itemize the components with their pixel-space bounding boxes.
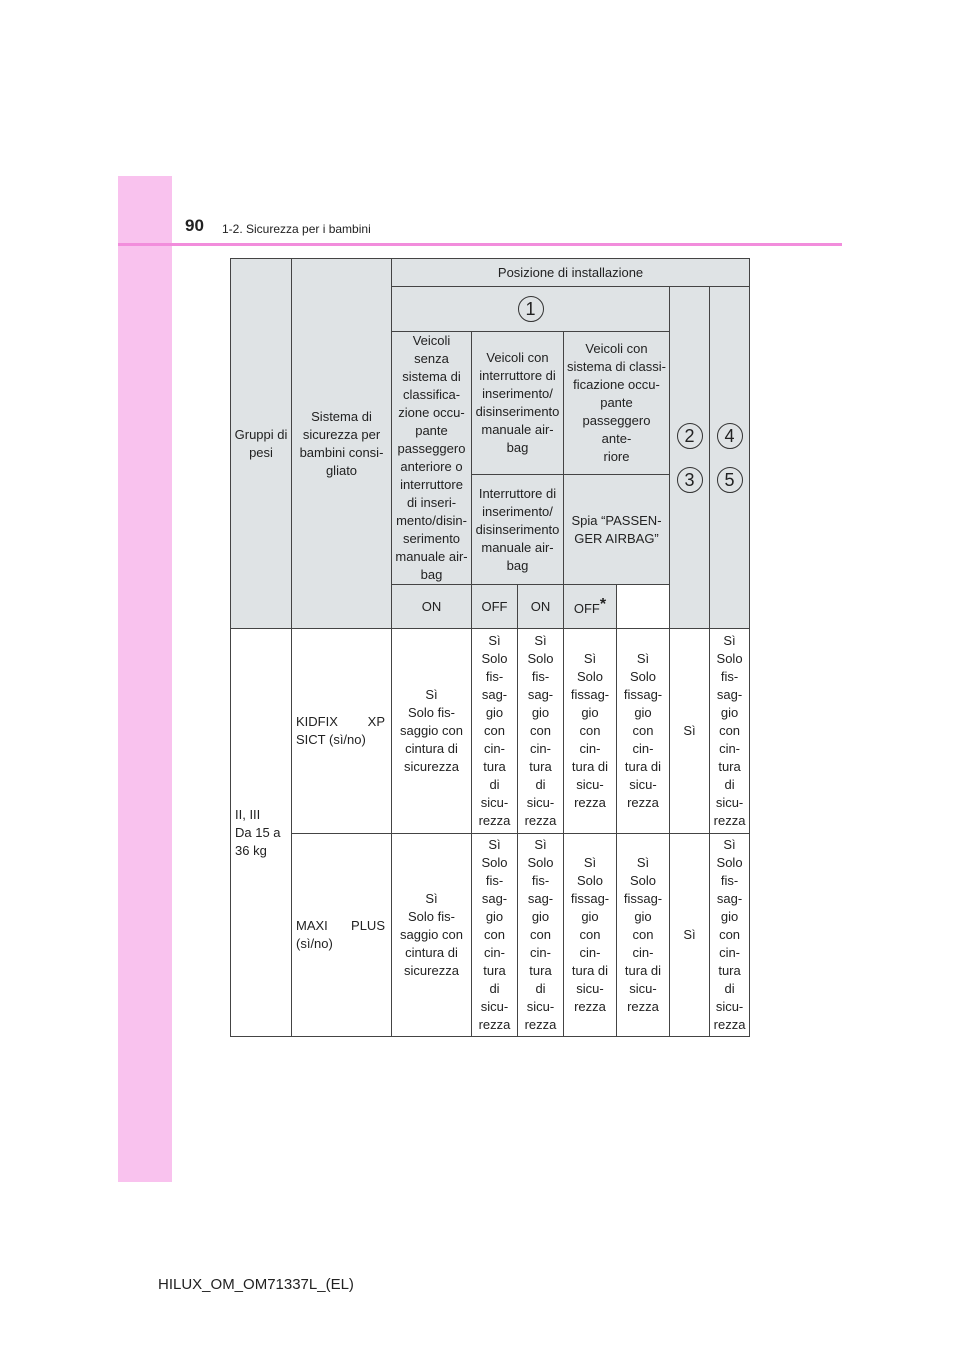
header-installation-position: Posizione di installazione [392, 259, 750, 287]
cell-lamp-on: Sì Solo fissag- gio con cin- tura di sicu- rezza [564, 629, 617, 834]
state-on-lamp: ON [518, 585, 564, 629]
subheader-with-switch: Veicoli con interruttore di inserimento/ disinserimento manuale air- bag [472, 332, 564, 475]
document-code: HILUX_OM_OM71337L_(EL) [158, 1276, 354, 1293]
cell-seats-4-5: Sì Solo fis- sag- gio con cin- tura di sicu- rezza [710, 834, 750, 1037]
state-off-switch: OFF [472, 585, 518, 629]
seat-2-number: 2 [677, 423, 703, 449]
cell-no-classification: Sì Solo fis- saggio con cintura di sicurezza [392, 629, 472, 834]
subheader-no-classification: Veicoli senza sistema di classifica- zione occu- pante passeggero anteriore o interruttore di inseri- mento/disin- serimento manuale air- bag [392, 332, 472, 585]
page-number: 90 [185, 216, 204, 235]
seat-1-header [392, 287, 670, 332]
subheader-with-classification: Veicoli con sistema di classi- ficazione occu- pante passeggero ante- riore [564, 332, 670, 475]
header-recommended-system: Sistema di sicurezza per bambini consi-gliato [292, 259, 392, 629]
subheader-airbag-switch: Interruttore di inserimento/ disinserimento manuale air- bag [472, 475, 564, 585]
cell-seats-2-3: Sì [670, 834, 710, 1037]
state-on-switch: ON [392, 585, 472, 629]
child-seat-table [230, 258, 750, 1037]
cell-switch-off: Sì Solo fis- sag- gio con cin- tura di sicu- rezza [518, 629, 564, 834]
subheader-airbag-lamp: Spia “PASSEN- GER AIRBAG” [564, 475, 670, 585]
cell-lamp-on: Sì Solo fissag- gio con cin- tura di sicu- rezza [564, 834, 617, 1037]
table-row [231, 834, 750, 1037]
cell-switch-off: Sì Solo fis- sag- gio con cin- tura di sicu- rezza [518, 834, 564, 1037]
header-rule [118, 243, 842, 246]
seat-1-number: 1 [518, 296, 544, 322]
state-off-lamp: OFF* [564, 585, 617, 629]
weight-group-cell: II, III Da 15 a 36 kg [231, 629, 292, 1037]
cell-switch-on: Sì Solo fis- sag- gio con cin- tura di sicu- rezza [472, 629, 518, 834]
cell-seats-2-3: Sì [670, 629, 710, 834]
cell-switch-on: Sì Solo fis- sag- gio con cin- tura di sicu- rezza [472, 834, 518, 1037]
seat-4-5-header [710, 287, 750, 629]
seat-4-number: 4 [717, 423, 743, 449]
cell-lamp-off: Sì Solo fissag- gio con cin- tura di sicu- rezza [617, 629, 670, 834]
seat-3-number: 3 [677, 467, 703, 493]
system-cell: MAXI PLUS (sì/no) [292, 834, 392, 1037]
cell-lamp-off: Sì Solo fissag- gio con cin- tura di sicu- rezza [617, 834, 670, 1037]
page-sidebar-tab [118, 176, 172, 1182]
header-weight-groups: Gruppi di pesi [231, 259, 292, 629]
cell-seats-4-5: Sì Solo fis- sag- gio con cin- tura di sicu- rezza [710, 629, 750, 834]
seat-5-number: 5 [717, 467, 743, 493]
section-title: 1-2. Sicurezza per i bambini [222, 222, 371, 236]
seat-2-3-header [670, 287, 710, 629]
system-cell: KIDFIX XP SICT (sì/no) [292, 629, 392, 834]
cell-no-classification: Sì Solo fis- saggio con cintura di sicurezza [392, 834, 472, 1037]
table-row [231, 629, 750, 834]
footnote-asterisk: * [599, 595, 607, 613]
